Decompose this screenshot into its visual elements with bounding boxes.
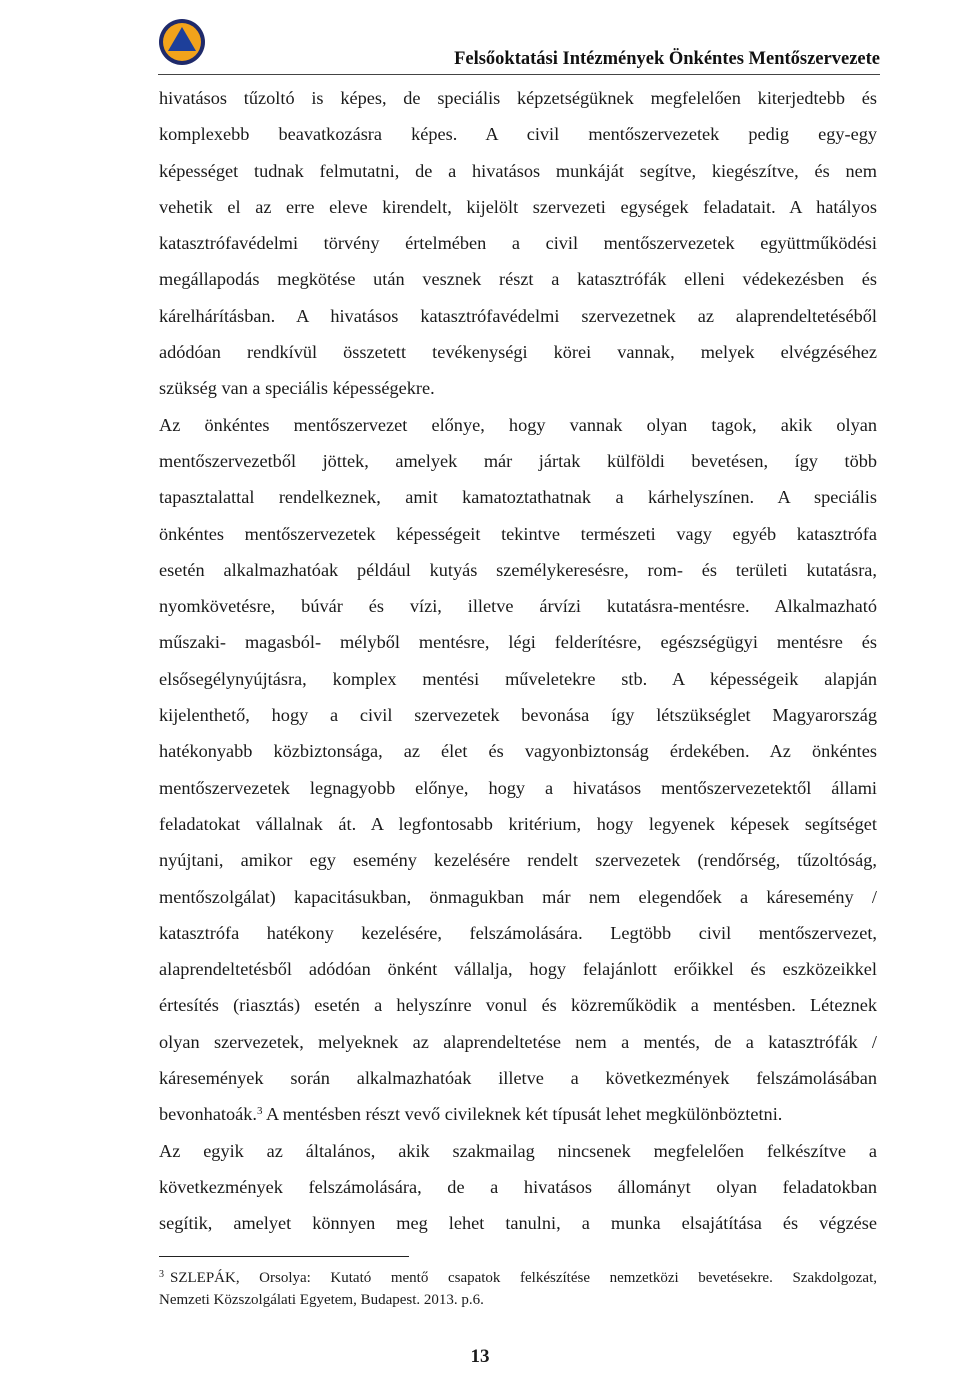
footnote-line <box>159 1267 877 1289</box>
civil-protection-triangle-icon <box>158 18 206 66</box>
body-line: mentőszolgálat) kapacitásukban, önmagukban már nem elegendőek a káresemény / <box>159 886 877 907</box>
body-line: komplexebb beavatkozásra képes. A civil mentőszervezetek pedig egy-egy <box>159 124 877 145</box>
body-line-text: A mentésben részt vevő civileknek két típusát lehet megkülönböztetni. <box>262 1104 783 1125</box>
body-line: műszaki- magasból- mélyből mentésre, légi felderítésre, egészségügyi mentésre és <box>159 632 877 653</box>
page-header <box>158 18 880 80</box>
body-line: esetén alkalmazhatóak például kutyás személykeresésre, rom- és területi kutatásra, <box>159 559 877 580</box>
body-line: mentőszervezetből jöttek, amelyek már jártak külföldi bevetésen, így több <box>159 450 877 471</box>
body-line: kárelhárításban. A hivatásos katasztrófavédelmi szervezetnek az alaprendeltetéséből <box>159 305 877 326</box>
body-line: megállapodás megkötése után vesznek részt a katasztrófák elleni védekezésben és <box>159 269 877 290</box>
body-line: olyan szervezetek, melyeknek az alaprendeltetése nem a mentés, de a katasztrófák / <box>159 1031 877 1052</box>
header-divider <box>158 74 880 75</box>
footnote-line: Nemzeti Közszolgálati Egyetem, Budapest. 2013. p.6. <box>159 1292 484 1308</box>
body-line-text: bevonhatoák. <box>159 1104 257 1125</box>
body-line: hivatásos tűzoltó is képes, de speciális képzetségüknek megfelelően kiterjedtebb és <box>159 88 877 108</box>
body-line: kijelenthető, hogy a civil szervezetek bevonása így létszükséglet Magyarország <box>159 705 877 726</box>
body-line: mentőszervezetek legnagyobb előnye, hogy a hivatásos mentőszervezetektől állami <box>159 777 877 798</box>
body-line: nyomkövetésre, búvár és vízi, illetve árvízi kutatásra-mentésre. Alkalmazható <box>159 596 877 617</box>
body-line: katasztrófavédelmi törvény értelmében a civil mentőszervezetek együttműködési <box>159 233 877 254</box>
body-line: hatékonyabb közbiztonsága, az élet és vagyonbiztonság érdekében. Az önkéntes <box>159 741 877 762</box>
body-line <box>159 1096 877 1132</box>
page-number: 13 <box>470 1346 490 1367</box>
body-line: vehetik el az erre eleve kirendelt, kijelölt szervezeti egységek feladatait. A hatályos <box>159 196 877 217</box>
body-line: feladatokat vállalnak át. A legfontosabb kritérium, hogy legyenek képesek segítséget <box>159 813 877 834</box>
body-line: adódóan rendkívül összetett tevékenységi körei vannak, melyek elvégzéséhez <box>159 342 877 363</box>
body-line: Az egyik az általános, akik szakmailag nincsenek megfelelően felkészítve a <box>159 1140 877 1161</box>
body-line: alaprendeltetésből adódóan önként vállalja, hogy felajánlott erőikkel és eszközeikkel <box>159 959 877 980</box>
footnote-number: 3 <box>159 1269 164 1280</box>
body-line: következmények felszámolására, de a hivatásos állományt olyan feladatokban <box>159 1176 877 1197</box>
body-line: katasztrófa hatékony kezelésére, felszámolására. Legtöbb civil mentőszervezet, <box>159 922 877 943</box>
footnote <box>159 1267 877 1311</box>
footnote-reference: 3 <box>256 1105 263 1118</box>
body-line: szükség van a speciális képességekre. <box>159 378 435 399</box>
body-line: segítik, amelyet könnyen meg lehet tanulni, a munka elsajátítása és végzése <box>159 1213 877 1234</box>
body-text <box>159 80 877 1242</box>
body-line: Az önkéntes mentőszervezet előnye, hogy vannak olyan tagok, akik olyan <box>159 414 877 435</box>
body-line: képességet tudnak felmutatni, de a hivatásos munkáját segítve, kiegészítve, és nem <box>159 160 877 181</box>
body-line: önkéntes mentőszervezetek képességeit tekintve természeti vagy egyéb katasztrófa <box>159 523 877 544</box>
footnote-text: SZLEPÁK, Orsolya: Kutató mentő csapatok felkészítése nemzetközi bevetésekre. Szakdolgozat, <box>170 1270 877 1286</box>
body-line: értesítés (riasztás) esetén a helyszínre vonul és közreműködik a mentésben. Léteznek <box>159 995 877 1016</box>
body-line: elsősegélynyújtásra, komplex mentési műveletekre stb. A képességeik alapján <box>159 668 877 689</box>
body-line: káresemények során alkalmazhatóak illetve a következmények felszámolásában <box>159 1068 877 1089</box>
header-title: Felsőoktatási Intézmények Önkéntes Mentőszervezete <box>454 49 880 69</box>
body-line: tapasztalattal rendelkeznek, amit kamatoztathatnak a kárhelyszínen. A speciális <box>159 487 877 508</box>
footnote-divider <box>159 1256 409 1257</box>
body-line: nyújtani, amikor egy esemény kezelésére rendelt szervezetek (rendőrség, tűzoltóság, <box>159 850 877 871</box>
